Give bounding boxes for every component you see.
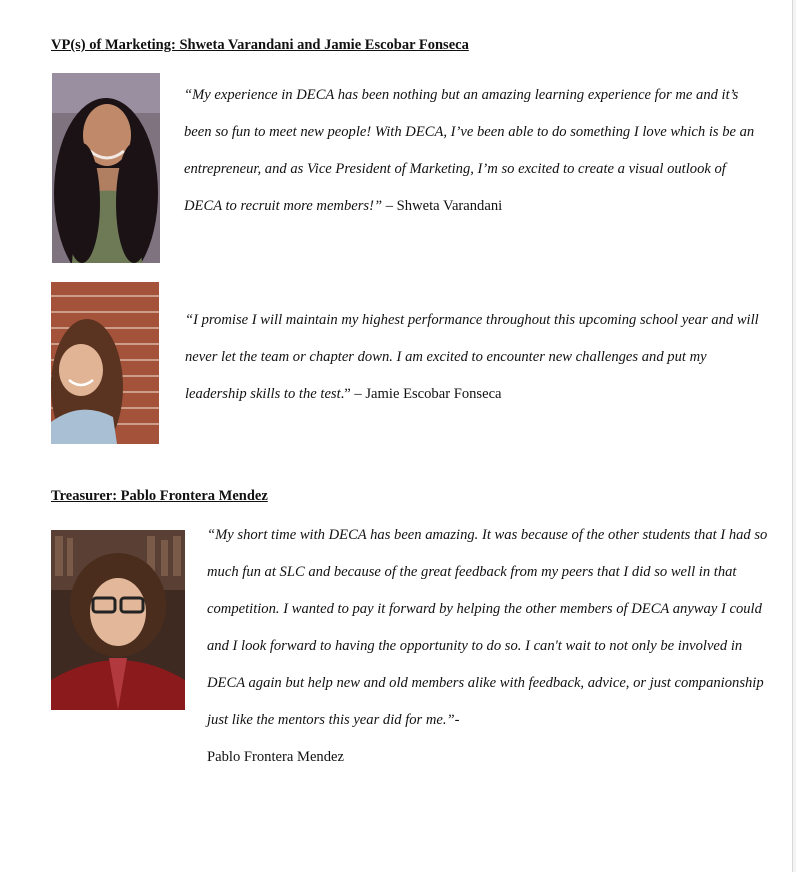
- quote-jamie: [185, 302, 765, 413]
- quote-pablo: [207, 517, 777, 776]
- quote-shweta: [184, 77, 759, 225]
- quote-text: “My experience in DECA has been nothing but an amazing learning experience for me and it’s been so fun to meet new people! With DECA, I’ve been able to do something I love which is be an entrepreneur, and as Vice President of Marketing, I’m so excited to create a visual outlook of DECA to recruit more members!”: [184, 87, 755, 214]
- portrait-photo-jamie: [51, 282, 159, 444]
- quote-attribution: Pablo Frontera Mendez: [207, 749, 344, 765]
- portrait-photo-pablo: [51, 530, 185, 710]
- section-heading-treasurer: Treasurer: Pablo Frontera Mendez: [51, 488, 268, 504]
- portrait-photo-shweta: [52, 73, 160, 263]
- quote-text: “My short time with DECA has been amazing. It was because of the other students that I had so much fun at SLC and because of the great feedback from my peers that I did so well in that competition. I wanted to pay it forward by helping the other members of DECA anyway I could and I look forward to having the opportunity to do so. I can't wait to not only be involved in DECA again but help new and old members alike with feedback, advice, or just companionship just like the mentors this year did for me.”-: [207, 527, 768, 728]
- quote-text: “I promise I will maintain my highest performance throughout this upcoming school year and will never let the team or chapter down. I am excited to encounter new challenges and put my leadership skills to the test: [185, 312, 759, 402]
- section-heading-vp-marketing: VP(s) of Marketing: Shweta Varandani and Jamie Escobar Fonseca: [51, 37, 469, 53]
- quote-attribution: .” – Jamie Escobar Fonseca: [340, 386, 502, 402]
- quote-attribution: – Shweta Varandani: [382, 198, 503, 214]
